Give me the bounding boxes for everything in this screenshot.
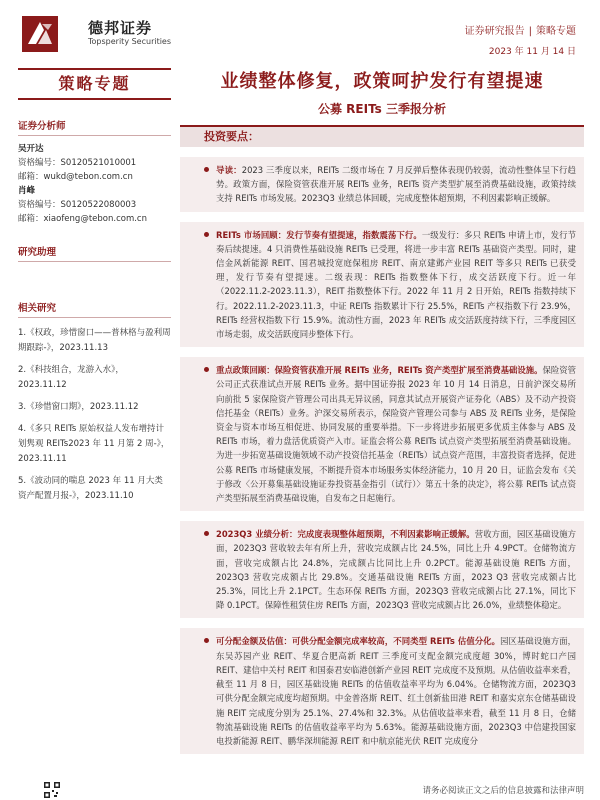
analyst-email[interactable]: 邮箱：xiaofeng@tebon.com.cn — [18, 214, 147, 224]
analyst-section-head: 证券分析师 — [18, 118, 171, 136]
disclaimer-note: 请务必阅读正文之后的信息披露和法律声明 — [422, 786, 584, 796]
logo-english-text: Topsperity Securities — [88, 37, 172, 46]
analyst-card — [18, 142, 171, 226]
assistant-placeholder — [18, 262, 171, 282]
bullet-dot-icon — [204, 167, 209, 172]
tebon-logo-icon — [22, 16, 58, 52]
point-lead: 导读： — [216, 165, 242, 175]
report-title: 业绩整体修复，政策呵护发行有望提速 — [220, 71, 544, 92]
related-research-link[interactable]: 2.《科技组合，龙游入水》，2023.11.12 — [18, 365, 124, 390]
sidebar — [18, 68, 171, 800]
qr-code-icon — [44, 782, 60, 798]
bullet-dot-icon — [204, 638, 209, 643]
sidebar-title: 策略专题 — [18, 68, 171, 100]
point-text: 营收方面，园区基础设施方面，2023Q3 营收较去年有所上升，营收完成额占比 24.5%，同比上升 4.9PCT。仓储物流方面，营收完成额占比 24.8%，完成额占比同比上升 0.2PCT。能源基础设施 REITs 方面，2023Q3 营收完成额占比 29.8%。交通基础设施 REITs 方面，2023 Q3 营收完成额占比 25.3%，同比上升 2.1PCT。生态环保 REITs 方面，2023Q3 营收完成额占比 27.1%，同比下降 0.1PCT。保障性租赁住房 REITs 方面，2023Q3 营收完成额占比 26.0%，业绩整体稳定。 — [216, 529, 577, 611]
related-research-list — [18, 326, 171, 504]
related-research-link[interactable]: 5.《波动同的喘息 2023 年 11 月大类资产配置月报-》，2023.11.10 — [18, 476, 163, 501]
related-section-head: 相关研究 — [18, 300, 171, 318]
bullet-dot-icon — [204, 531, 209, 536]
main-content — [180, 68, 584, 800]
assistant-section-head: 研究助理 — [18, 244, 171, 262]
bullet-dot-icon — [204, 367, 209, 372]
investment-point — [180, 222, 584, 348]
report-subtitle: 公募 REITs 三季报分析 — [318, 102, 446, 116]
logo-text: 德邦证券 — [88, 19, 153, 37]
point-lead: 重点政策回顾：保险资管获准开展 REITs 业务，REITs 资产类型扩展至消费基础设施。 — [216, 365, 543, 376]
related-research-link[interactable]: 4.《多只 REITs 原始权益人发布增持计划隽观 REITs2023 年 11 月第 2 周-》，2023.11.11 — [18, 424, 170, 464]
report-category-line — [465, 22, 576, 37]
point-text: 保险资管公司正式获准试点开展 REITs 业务。据中国证券报 2023 年 10 月 14 日消息，日前沪深交易所向前批 5 家保险资产管理公司出具无异议函，同意其试点开展资产证券化（ABS）及不动产投资信托基金（REITs）业务。沪深交易所表示，保险资产管理公司参与 ABS 及 REITs 业务，是保险资金与资本市场互相促进、协同发展的重要举措。下一步将进步拓展更多优质主体参与 ABS 及 REITs 市场，着力盘活优质资产入市。证监会将公募 REITs 试点资产类型拓展至消费基础设施。为进一步拓宽基础设施领域不动产投资信托基金（REITs）试点资产范围，丰富投资者选择，促进公募 REITs 市场健康发展，不断提升资本市场服务实体经济能力，10 月 20 日，证监会发布《关于修改〈公开募集基础设施证券投资基金指引（试行）〉第五十条的决定》，将公募 REITs 试点资产类型拓展至消费基础设施，自发布之日起施行。 — [216, 365, 577, 504]
report-date: 2023 年 11 月 14 日 — [488, 47, 576, 57]
analyst-name: 肖峰 — [18, 186, 36, 196]
point-text: 2023 三季度以来，REITs 二级市场在 7 月反弹后整体表现仍较弱，流动性整体呈下行趋势。政策方面，保险资管获准开展 REITs 业务，REITs 资产类型扩展至消费基础设施，政策持续支持 REITs 市场发展。2023Q3 业绩总体回暖，完成度整体超预期，不利因素影响正缓解。 — [216, 165, 576, 204]
point-text: 一级发行：多只 REITs 申请上市，发行节奏后续提速。4 只消费性基础设施 REITs 已受理，将进一步丰富 REITs 基础资产类型。同时，建信金风新能源 REIT、国君城投宽庭保租房 REIT、南京建邺产业园 REIT 等多只 REITs 已获受理，发行节奏有望提速。二级表现：REITs 指数整体下行，成交活跃度下行。近一年（2022.11.2-2023.11.3），REIT 指数整体下行。2022 年 11 月 2 日开始，REITs 指数持续下行。2022.11.2-2023.11.3，中证 REITs 指数累计下行 25.5%，REITs 产权指数下行 23.9%，REITs 经营权指数下行 15.9%。流动性方面，2023 年 REITs 成交活跃度持续下行，三季度园区市场走弱，成交活跃度同步整体下行。 — [216, 229, 576, 340]
analyst-cert: 资格编号：S0120522080003 — [18, 200, 137, 210]
point-lead: REITs 市场回顾：发行节奏有望提速，指数震荡下行。 — [216, 229, 422, 240]
investment-point — [180, 357, 584, 511]
point-text: 园区基础设施方面，东吴苏园产业 REIT、华夏合肥高新 REIT 三季度可支配金额完成度超 30%，博时蛇口产园 REIT、建信中关村 REIT 和国泰君安临港创新产业园 REIT 完成度不及预期。从估值收益率来看，截至 11 月 8 日，园区基础设施 REITs 的估值收益率平均为 6.04%。仓储物流方面，2023Q3 可供分配金额完成度均超预期。中金普洛斯 REIT、红土创新盐田港 REIT 和嘉实京东仓储基础设施 REIT 完成度分别为 25.1%、27.4%和 32.3%。从估值收益率来看，截至 11 月 8 日，仓储物流基础设施 REITs 的估值收益率平均为 5.63%。能源基础设施方面，2023Q3 中信建投国家电投新能源 REIT、鹏华深圳能源 REIT 和中航京能光伏 REIT 完成度分 — [216, 636, 577, 746]
investment-points-head: 投资要点： — [180, 125, 584, 147]
bullet-dot-icon — [204, 232, 209, 237]
investment-point — [180, 157, 584, 212]
analyst-name: 吴开达 — [18, 144, 44, 154]
investment-point — [180, 628, 584, 754]
point-lead: 2023Q3 业绩分析：完成度表现整体超预期，不利因素影响正缓解。 — [216, 529, 475, 540]
investment-point — [180, 521, 584, 618]
related-research-link[interactable]: 3.《珍惜窗口期》，2023.11.12 — [18, 402, 139, 412]
report-type: 证券研究报告 — [464, 26, 525, 37]
report-category: 策略专题 — [536, 26, 576, 37]
analyst-email[interactable]: 邮箱：wukd@tebon.com.cn — [18, 172, 133, 182]
point-lead: 可分配金额及估值：可供分配金额完成率较高，不同类型 REITs 估值分化。 — [216, 636, 501, 647]
analyst-cert: 资格编号：S0120521010001 — [18, 158, 137, 168]
related-research-link[interactable]: 1.《权政，珍惜窗口——普林格与盈利周期跟踪-》，2023.11.13 — [18, 328, 171, 353]
page-header — [0, 0, 600, 62]
header-separator: | — [528, 26, 532, 37]
